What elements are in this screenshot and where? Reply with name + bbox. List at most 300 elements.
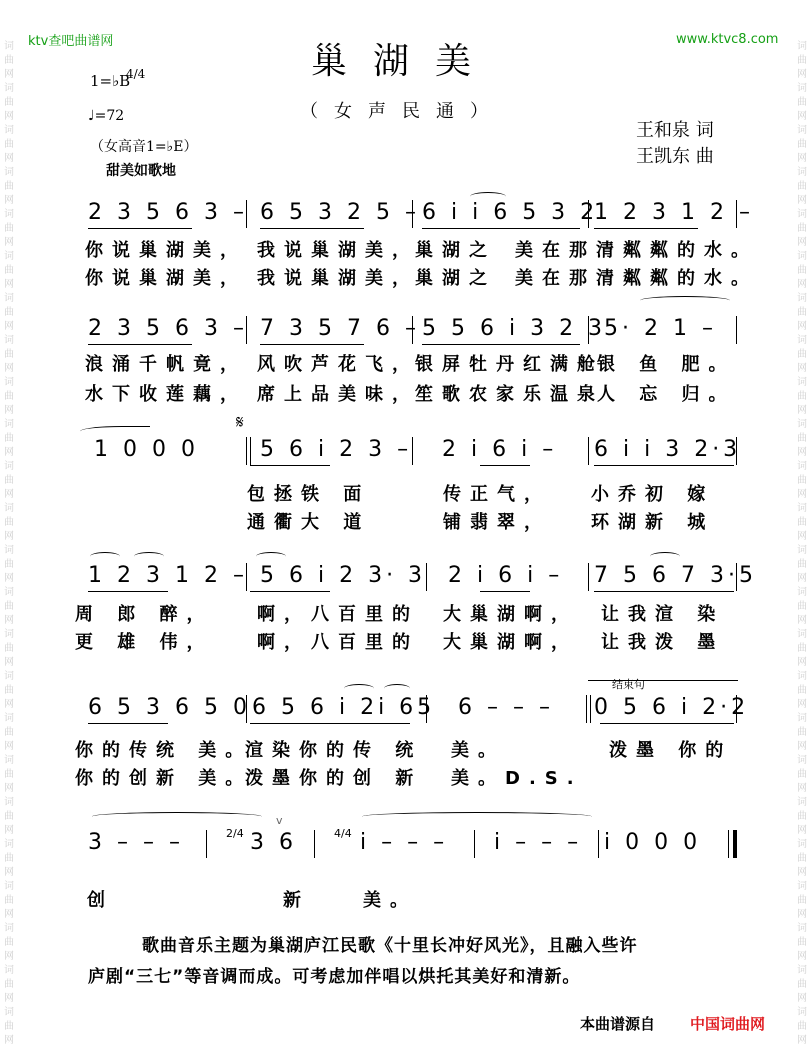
tie [92, 812, 262, 821]
watermark-char: 网 [4, 489, 14, 500]
watermark-char: 网 [4, 657, 14, 668]
barline [736, 563, 737, 591]
key-signature: 1=♭B [90, 72, 131, 90]
lyric: 银 鱼 肥。 [597, 354, 736, 375]
watermark-char: 网 [4, 699, 14, 710]
watermark-char: 曲 [797, 769, 807, 780]
lyric-row-1b [75, 264, 758, 292]
watermark-char: 网 [797, 699, 807, 710]
lyric: 大巢湖啊， [443, 632, 578, 653]
watermark-char: 网 [797, 909, 807, 920]
lyric-row-4a [75, 600, 755, 628]
barline [598, 830, 599, 858]
lyric-row-5b [75, 764, 755, 792]
watermark-char: 词 [797, 335, 807, 346]
watermark-char: 词 [797, 251, 807, 262]
lyric: 泼墨你的创 新 [245, 768, 423, 789]
watermark-char: 网 [797, 153, 807, 164]
lyric: 啊，八百里的 [257, 632, 419, 653]
lyric: 你说巢湖美， [85, 240, 247, 261]
watermark-char: 曲 [797, 223, 807, 234]
barline [736, 437, 737, 465]
measure-4-1: 1 2 3 1 2 – [88, 563, 248, 588]
watermark-char: 曲 [797, 97, 807, 108]
lyric: 我说巢湖美， [257, 240, 419, 261]
watermark-char: 曲 [4, 685, 14, 696]
watermark-char: 词 [4, 461, 14, 472]
watermark-char: 曲 [797, 55, 807, 66]
watermark-char: 曲 [797, 349, 807, 360]
watermark-char: 词 [4, 125, 14, 136]
watermark-char: 网 [797, 531, 807, 542]
watermark-char: 网 [797, 825, 807, 836]
slur [256, 552, 286, 561]
lyric: 美在那清粼粼的水。 [515, 240, 758, 261]
breath-mark: v [276, 814, 283, 827]
lyric: 我说巢湖美， [257, 268, 419, 289]
measure-4-2: 5 6 i 2 3· 3 [260, 563, 427, 588]
watermark-char: 曲 [4, 475, 14, 486]
measure-4-3: 2 i 6 i – [448, 563, 564, 588]
beam [260, 228, 364, 229]
watermark-char: 曲 [797, 979, 807, 990]
watermark-char: 曲 [4, 601, 14, 612]
watermark-char: 词 [4, 629, 14, 640]
lyric: 让我渲 染 [601, 604, 725, 625]
watermark-char: 曲 [4, 895, 14, 906]
watermark-char: 词 [797, 167, 807, 178]
watermark-char: 词 [797, 671, 807, 682]
watermark-char: 词 [4, 1007, 14, 1018]
lyric: 你的传统 美。 [75, 740, 253, 761]
watermark-char: 曲 [4, 223, 14, 234]
lyric: 啊，八百里的 [257, 604, 419, 625]
watermark-char: 网 [4, 69, 14, 80]
barline [250, 437, 251, 465]
barline [590, 695, 591, 723]
watermark-char: 词 [4, 503, 14, 514]
female-key-note: （女高音1=♭E） [90, 139, 198, 155]
watermark-char: 词 [4, 377, 14, 388]
watermark-char: 网 [797, 447, 807, 458]
watermark-char: 网 [4, 867, 14, 878]
watermark-char: 网 [797, 405, 807, 416]
watermark-char: 曲 [4, 979, 14, 990]
lyric: 美。 [363, 890, 417, 911]
watermark-char: 词 [797, 377, 807, 388]
watermark-char: 曲 [797, 853, 807, 864]
lyric: 风吹芦花飞， [257, 354, 419, 375]
lyric: 美。D.S. [451, 768, 583, 789]
lyric: 包拯铁 面 [247, 484, 371, 505]
lyric: 更 雄 伟， [75, 632, 214, 653]
watermark-char: 词 [4, 881, 14, 892]
barline [474, 830, 475, 858]
watermark-char: 网 [4, 405, 14, 416]
watermark-char: 曲 [4, 265, 14, 276]
watermark-char: 曲 [797, 1021, 807, 1032]
watermark-char: 词 [4, 587, 14, 598]
lyric: 大巢湖啊， [443, 604, 578, 625]
watermark-char: 词 [797, 461, 807, 472]
watermark-char: 词 [797, 923, 807, 934]
barline [728, 830, 729, 858]
watermark-char: 词 [797, 503, 807, 514]
slur [90, 552, 120, 561]
measure-3-1: 1 0 0 0 [94, 437, 199, 462]
lyric-row-4b [75, 628, 755, 656]
source-site-link[interactable]: 中国词曲网 [690, 1015, 766, 1033]
watermark-char: 网 [4, 279, 14, 290]
measure-1-2: 6 5 3 2 5 – [260, 200, 420, 225]
lyric-row-2a [75, 350, 755, 378]
watermark-char: 曲 [4, 517, 14, 528]
watermark-char: 曲 [4, 1021, 14, 1032]
measure-6-4: i – – – [494, 830, 583, 855]
lyric: 传正气， [443, 484, 551, 505]
barline [246, 695, 247, 723]
lyric: 周 郎 醉， [75, 604, 214, 625]
measure-3-3: 2 i 6 i – [442, 437, 558, 462]
lyric: 巢湖之 [415, 268, 496, 289]
measure-6-2: 3 6 [250, 830, 297, 855]
watermark-char: 网 [4, 531, 14, 542]
watermark-char: 曲 [797, 685, 807, 696]
barline [412, 316, 413, 344]
watermark-char: 词 [797, 965, 807, 976]
watermark-char: 曲 [4, 559, 14, 570]
lyric: 银屏牡丹红满舱 [415, 354, 604, 375]
lyric: 你说巢湖美， [85, 268, 247, 289]
barline [426, 563, 427, 591]
lyric: 巢湖之 [415, 240, 496, 261]
watermark-char: 曲 [4, 349, 14, 360]
watermark-char: 曲 [797, 643, 807, 654]
watermark-char: 网 [797, 657, 807, 668]
measure-3-2: 5 6 i 2 3 – [260, 437, 413, 462]
measure-3-4: 6 i i 3 2·3 [594, 437, 742, 462]
song-subtitle: （女声民通） [300, 101, 504, 122]
watermark-char: 网 [4, 447, 14, 458]
watermark-char: 网 [4, 195, 14, 206]
barline [736, 695, 737, 723]
composition-note-line-2: 庐剧“三七”等音调而成。可考虑加伴唱以烘托其美好和清新。 [88, 967, 581, 987]
watermark-char: 网 [4, 615, 14, 626]
watermark-char: 网 [4, 909, 14, 920]
watermark-char: 词 [797, 629, 807, 640]
watermark-char: 网 [797, 951, 807, 962]
watermark-char: 网 [4, 363, 14, 374]
ending-label: 结束句 [612, 678, 645, 691]
lyric: 让我泼 墨 [601, 632, 725, 653]
time-signature-text: 4/4 [126, 67, 146, 81]
watermark-char: 曲 [797, 139, 807, 150]
tie [80, 426, 150, 435]
barline [426, 695, 427, 723]
beam [250, 465, 330, 466]
watermark-char: 词 [4, 923, 14, 934]
watermark-char: 网 [4, 111, 14, 122]
watermark-char: 词 [4, 293, 14, 304]
watermark-char: 词 [4, 335, 14, 346]
watermark-char: 网 [4, 951, 14, 962]
watermark-char: 曲 [4, 937, 14, 948]
barline [314, 830, 315, 858]
time-change-2-4: 2/4 [226, 827, 244, 840]
watermark-char: 网 [797, 615, 807, 626]
watermark-char: 曲 [797, 265, 807, 276]
watermark-char: 曲 [797, 895, 807, 906]
slur [344, 684, 374, 693]
watermark-char: 词 [797, 755, 807, 766]
watermark-char: 网 [797, 363, 807, 374]
beam [88, 344, 192, 345]
watermark-char: 网 [4, 237, 14, 248]
watermark-char: 曲 [797, 181, 807, 192]
watermark-char: 词 [4, 83, 14, 94]
measure-2-3: 5 5 6 i 3 2 3 [422, 316, 607, 341]
watermark-char: 网 [4, 825, 14, 836]
lyric: 你的创新 美。 [75, 768, 253, 789]
slur [640, 296, 730, 305]
watermark-char: 网 [4, 993, 14, 1004]
lyric: 笙歌农家乐温泉 [415, 384, 604, 405]
segno-mark: 𝄋 [236, 412, 244, 433]
watermark-char: 词 [4, 167, 14, 178]
lyric: 美在那清粼粼的水。 [515, 268, 758, 289]
tie [362, 812, 592, 821]
right-watermark-strip [795, 40, 809, 1050]
composer-credit: 王凯东 曲 [636, 146, 714, 167]
watermark-char: 曲 [4, 307, 14, 318]
beam [422, 228, 580, 229]
watermark-char: 词 [797, 41, 807, 52]
beam [594, 591, 734, 592]
watermark-char: 词 [4, 797, 14, 808]
barline [412, 437, 413, 465]
slur [650, 552, 680, 561]
watermark-char: 网 [4, 153, 14, 164]
beam [260, 344, 364, 345]
composition-note-line-1: 歌曲音乐主题为巢湖庐江民歌《十里长冲好风光》，且融入些许 [142, 936, 638, 956]
watermark-char: 网 [797, 69, 807, 80]
watermark-char: 词 [797, 83, 807, 94]
watermark-char: 曲 [4, 643, 14, 654]
barline [586, 695, 587, 723]
watermark-char: 网 [797, 195, 807, 206]
watermark-char: 网 [797, 1035, 807, 1046]
watermark-char: 曲 [4, 853, 14, 864]
watermark-char: 词 [797, 713, 807, 724]
watermark-char: 网 [4, 321, 14, 332]
lyric: 泼墨 你的 [609, 740, 733, 761]
watermark-char: 曲 [797, 391, 807, 402]
beam [88, 591, 168, 592]
watermark-char: 词 [797, 797, 807, 808]
beam [250, 591, 330, 592]
barline [588, 200, 589, 228]
watermark-char: 曲 [4, 769, 14, 780]
beam [88, 228, 192, 229]
lyric: 新 [283, 890, 310, 911]
barline [206, 830, 207, 858]
lyric: 渲染你的传 统 [245, 740, 423, 761]
measure-5-1: 6 5 3 6 5 0 [88, 695, 251, 720]
beam [594, 228, 698, 229]
watermark-char: 网 [4, 741, 14, 752]
lyric-row-5a [75, 736, 755, 764]
watermark-char: 词 [797, 209, 807, 220]
watermark-char: 词 [4, 965, 14, 976]
ending-bracket [588, 680, 738, 681]
score-row-3 [88, 437, 748, 467]
lyric: 环湖新 城 [591, 512, 715, 533]
watermark-char: 曲 [4, 97, 14, 108]
watermark-char: 词 [4, 251, 14, 262]
watermark-char: 曲 [797, 727, 807, 738]
slur [470, 192, 506, 201]
measure-5-2: 6 5 6 i 2i 65 [252, 695, 436, 720]
watermark-char: 网 [4, 573, 14, 584]
beam [250, 723, 410, 724]
barline [588, 437, 589, 465]
watermark-char: 网 [797, 783, 807, 794]
right-site-label[interactable]: www.ktvc8.com [676, 32, 779, 47]
measure-5-3: 6 – – – [458, 695, 554, 720]
watermark-char: 曲 [4, 727, 14, 738]
watermark-char: 曲 [4, 55, 14, 66]
watermark-char: 词 [4, 209, 14, 220]
measure-5-4: 0 5 6 i 2·2 [594, 695, 750, 720]
watermark-char: 曲 [797, 937, 807, 948]
watermark-char: 词 [797, 545, 807, 556]
time-signature [126, 68, 145, 81]
beam [88, 723, 168, 724]
beam [422, 344, 580, 345]
beam [480, 465, 530, 466]
watermark-char: 网 [797, 111, 807, 122]
lyric: 创 [87, 890, 114, 911]
measure-6-1: 3 – – – [88, 830, 184, 855]
lyric: 通衢大 道 [247, 512, 371, 533]
final-barline [733, 830, 737, 858]
score-row-6 [88, 827, 748, 860]
watermark-char: 网 [797, 741, 807, 752]
beam [480, 591, 530, 592]
barline [736, 200, 737, 228]
watermark-char: 曲 [797, 475, 807, 486]
lyric: 小乔初 嫁 [591, 484, 715, 505]
watermark-char: 词 [797, 419, 807, 430]
watermark-char: 词 [4, 713, 14, 724]
beam [600, 723, 734, 724]
watermark-char: 网 [797, 321, 807, 332]
measure-1-4: 1 2 3 1 2 – [594, 200, 754, 225]
watermark-char: 词 [4, 41, 14, 52]
lyric: 美。 [451, 740, 505, 761]
watermark-char: 网 [797, 489, 807, 500]
lyric-row-2b [75, 380, 755, 408]
watermark-char: 网 [797, 993, 807, 1004]
time-change-4-4: 4/4 [334, 827, 352, 840]
watermark-char: 曲 [4, 139, 14, 150]
watermark-char: 词 [4, 755, 14, 766]
watermark-char: 词 [797, 125, 807, 136]
watermark-char: 网 [797, 867, 807, 878]
watermark-char: 词 [797, 1007, 807, 1018]
slur [134, 552, 164, 561]
watermark-char: 网 [797, 279, 807, 290]
barline [736, 316, 737, 344]
watermark-char: 词 [4, 671, 14, 682]
watermark-char: 曲 [797, 307, 807, 318]
barline [246, 200, 247, 228]
watermark-char: 曲 [4, 181, 14, 192]
measure-4-4: 7 5 6 7 3·5 [594, 563, 757, 588]
left-site-label[interactable]: ktv查吧曲谱网 [28, 34, 114, 49]
watermark-char: 曲 [797, 433, 807, 444]
watermark-char: 曲 [797, 811, 807, 822]
left-watermark-strip [2, 40, 16, 1050]
measure-1-1: 2 3 5 6 3 – [88, 200, 248, 225]
watermark-char: 曲 [797, 517, 807, 528]
watermark-char: 曲 [4, 391, 14, 402]
measure-2-1: 2 3 5 6 3 – [88, 316, 248, 341]
lyric: 人 忘 归。 [597, 384, 736, 405]
lyric-row-1a [75, 236, 758, 264]
watermark-char: 网 [4, 1035, 14, 1046]
score-row-2 [88, 316, 748, 346]
barline [588, 316, 589, 344]
score-row-1 [88, 200, 754, 230]
source-label: 本曲谱源自 [580, 1015, 656, 1033]
watermark-char: 词 [4, 839, 14, 850]
watermark-char: 网 [797, 237, 807, 248]
barline [588, 563, 589, 591]
watermark-char: 网 [797, 573, 807, 584]
watermark-char: 词 [4, 545, 14, 556]
lyric: 水下收莲藕， [85, 384, 247, 405]
score-row-5 [88, 695, 748, 725]
watermark-char: 词 [797, 293, 807, 304]
watermark-char: 曲 [797, 601, 807, 612]
lyric-row-3b [75, 508, 755, 536]
watermark-char: 词 [797, 587, 807, 598]
score-row-4 [88, 563, 757, 593]
song-title: 巢湖美 [311, 41, 498, 82]
lyric-row-3a [75, 480, 755, 508]
measure-1-3: 6 i i 6 5 3 2 [422, 200, 599, 225]
expression-mark: 甜美如歌地 [106, 163, 176, 179]
beam [594, 465, 734, 466]
watermark-char: 词 [797, 839, 807, 850]
measure-2-2: 7 3 5 7 6 – [260, 316, 420, 341]
tempo-mark: ♩=72 [88, 108, 125, 124]
slur [384, 684, 410, 693]
watermark-char: 曲 [4, 433, 14, 444]
barline [246, 563, 247, 591]
lyric: 铺翡翠， [443, 512, 551, 533]
watermark-char: 曲 [4, 811, 14, 822]
barline [412, 200, 413, 228]
lyric: 席上品美味， [257, 384, 419, 405]
watermark-char: 词 [797, 881, 807, 892]
lyric: 浪涌千帆竟， [85, 354, 247, 375]
measure-6-5: i 0 0 0 [604, 830, 702, 855]
barline [246, 316, 247, 344]
lyric-row-6 [75, 886, 755, 914]
lyricist-credit: 王和泉 词 [636, 120, 714, 141]
